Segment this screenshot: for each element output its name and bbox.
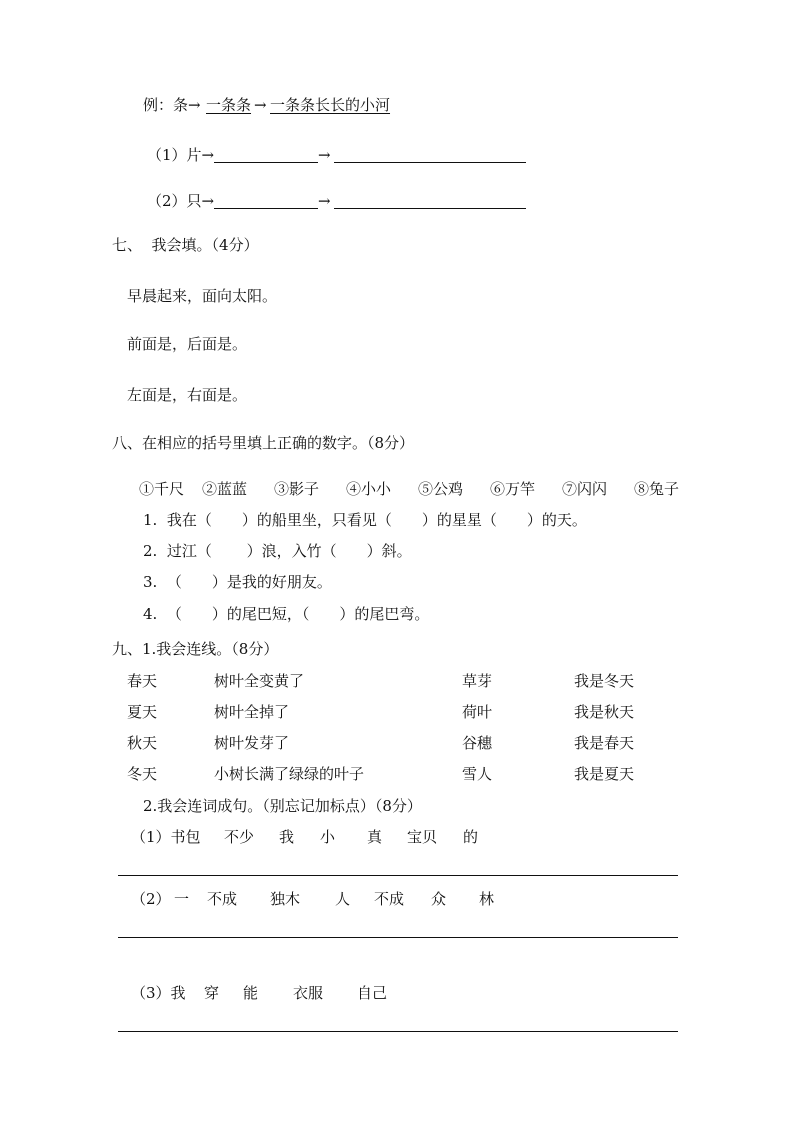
match-statement[interactable]: 我是秋天 — [574, 703, 635, 721]
match-description[interactable]: 树叶全掉了 — [214, 703, 290, 721]
section8-item: 4. （ ）的尾巴短，（ ）的尾巴弯。 — [143, 605, 430, 623]
section7-line: 早晨起来，面向太阳。 — [127, 287, 278, 305]
section8-item: 3. （ ）是我的好朋友。 — [143, 573, 332, 591]
answer-blank[interactable] — [334, 208, 526, 209]
sentence-word: 众 — [431, 890, 447, 908]
match-season[interactable]: 秋天 — [127, 734, 158, 752]
option: ⑦闪闪 — [562, 480, 608, 498]
fill-row-arrow: → — [318, 146, 331, 164]
sentence-word: 穿 — [204, 984, 220, 1002]
answer-blank[interactable] — [214, 162, 318, 163]
option: ⑧兔子 — [634, 480, 680, 498]
sentence-word: 的 — [463, 828, 479, 846]
match-statement[interactable]: 我是夏天 — [574, 765, 635, 783]
sentence-word: 人 — [335, 890, 351, 908]
match-statement[interactable]: 我是冬天 — [574, 672, 635, 690]
answer-blank[interactable] — [334, 162, 526, 163]
sentence-word: 一 — [174, 890, 190, 908]
section9-heading: 九、1.我会连线。（8分） — [112, 640, 279, 658]
example-step2: 一条条长长的小河 — [270, 96, 391, 114]
answer-line[interactable] — [118, 937, 678, 938]
match-statement[interactable]: 我是春天 — [574, 734, 635, 752]
option: ⑤公鸡 — [418, 480, 464, 498]
sentence-word: 小 — [320, 828, 336, 846]
sentence-word: （1）书包 — [131, 828, 201, 846]
example-prefix: 例：条→ — [143, 96, 201, 114]
answer-line[interactable] — [118, 1031, 678, 1032]
section7-line: 前面是，后面是。 — [127, 335, 248, 353]
fill-row-label: （2）只→ — [147, 192, 215, 210]
match-object[interactable]: 雪人 — [462, 765, 493, 783]
section8-item: 2. 过江（ ）浪，入竹（ ）斜。 — [143, 542, 412, 560]
match-season[interactable]: 春天 — [127, 672, 158, 690]
sentence-word: 宝贝 — [407, 828, 438, 846]
match-season[interactable]: 冬天 — [127, 765, 158, 783]
match-season[interactable]: 夏天 — [127, 703, 158, 721]
match-object[interactable]: 荷叶 — [462, 703, 493, 721]
match-object[interactable]: 谷穗 — [462, 734, 493, 752]
match-description[interactable]: 树叶发芽了 — [214, 734, 290, 752]
fill-row-label: （1）片→ — [147, 146, 215, 164]
match-description[interactable]: 小树长满了绿绿的叶子 — [214, 765, 365, 783]
option: ①千尺 — [139, 480, 185, 498]
sentence-word: 不少 — [224, 828, 255, 846]
answer-blank[interactable] — [214, 208, 318, 209]
sentence-word: 自己 — [357, 984, 388, 1002]
answer-line[interactable] — [118, 875, 678, 876]
section9-sub2-heading: 2.我会连词成句。（别忘记加标点）（8分） — [143, 797, 422, 815]
sentence-word: （3）我 — [131, 984, 186, 1002]
sentence-word: （2） — [131, 890, 171, 908]
match-object[interactable]: 草芽 — [462, 672, 493, 690]
fill-row-arrow: → — [318, 192, 331, 210]
option: ③影子 — [274, 480, 320, 498]
match-description[interactable]: 树叶全变黄了 — [214, 672, 305, 690]
sentence-word: 能 — [243, 984, 259, 1002]
option: ⑥万竿 — [490, 480, 536, 498]
section8-item: 1. 我在（ ）的船里坐，只看见（ ）的星星（ ）的天。 — [143, 511, 587, 529]
option: ④小小 — [346, 480, 392, 498]
section7-line: 左面是，右面是。 — [127, 386, 248, 404]
sentence-word: 真 — [367, 828, 383, 846]
sentence-word: 林 — [479, 890, 495, 908]
section8-heading: 八、在相应的括号里填上正确的数字。（8分） — [112, 434, 415, 452]
example-arrow: → — [254, 96, 267, 114]
sentence-word: 不成 — [374, 890, 405, 908]
example-step1: 一条条 — [206, 96, 252, 114]
sentence-word: 不成 — [207, 890, 238, 908]
sentence-word: 我 — [279, 828, 295, 846]
option: ②蓝蓝 — [202, 480, 248, 498]
sentence-word: 独木 — [270, 890, 301, 908]
section7-heading: 七、 我会填。（4分） — [112, 236, 259, 254]
sentence-word: 衣服 — [293, 984, 324, 1002]
